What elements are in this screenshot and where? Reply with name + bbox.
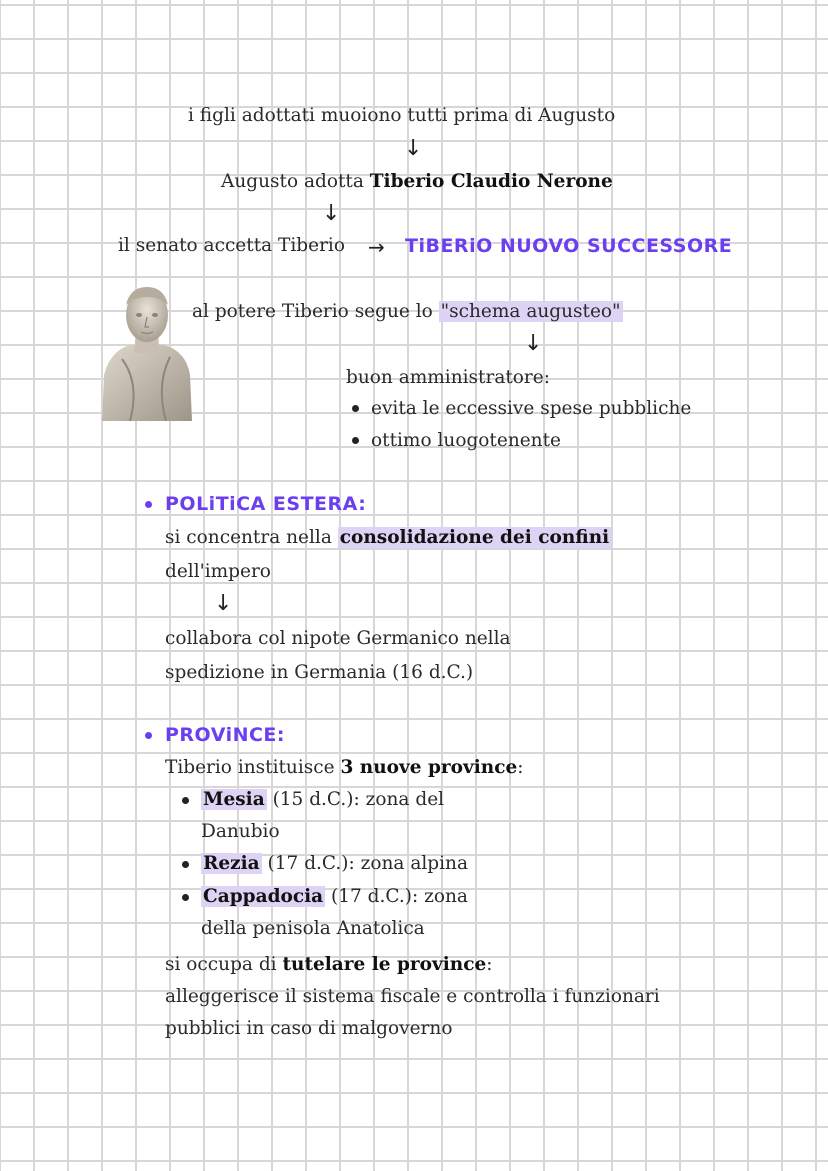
text-colon: : xyxy=(517,757,524,778)
text-colon: : xyxy=(486,954,493,975)
line-dell-impero: dell'impero xyxy=(165,561,271,582)
heading-province: PROViNCE: xyxy=(165,724,286,746)
line-schema-augusteo xyxy=(192,300,623,324)
line-alleggerisce: alleggerisce il sistema fiscale e controlla i funzionari xyxy=(165,986,660,1007)
list-item-mesia-cont: Danubio xyxy=(201,821,280,842)
bullet-dot xyxy=(352,437,359,444)
text-si-concentra: si concentra nella xyxy=(165,527,338,548)
list-item-mesia xyxy=(201,788,444,812)
heading-bullet-dot xyxy=(145,732,152,739)
highlight-rezia: Rezia xyxy=(203,853,260,874)
tiberius-bust-image xyxy=(100,283,194,425)
text-3-nuove-province: 3 nuove province xyxy=(340,757,518,778)
text-tiberio-instituisce: Tiberio instituisce xyxy=(165,757,341,778)
highlight-consolidazione: consolidazione dei confini xyxy=(339,527,610,548)
highlight-mesia: Mesia xyxy=(203,789,265,810)
text-cappadocia-rest: (17 d.C.): zona xyxy=(325,886,468,907)
bullet-dot xyxy=(352,405,359,412)
text-tutelare-le-province: tutelare le province xyxy=(282,954,487,975)
list-item-cappadocia-cont: della penisola Anatolica xyxy=(201,918,425,939)
line-augusto-adotta xyxy=(221,170,613,194)
line-spedizione: spedizione in Germania (16 d.C.) xyxy=(165,662,474,683)
line-si-occupa xyxy=(165,953,493,977)
highlight-schema-augusteo: "schema augusteo" xyxy=(440,301,621,322)
text-si-occupa: si occupa di xyxy=(165,954,283,975)
line-pubblici: pubblici in caso di malgoverno xyxy=(165,1018,453,1039)
text-mesia-rest: (15 d.C.): zona del xyxy=(266,789,445,810)
successor-heading: TiBERiO NUOVO SUCCESSORE xyxy=(405,235,733,257)
arrow-right-icon: → xyxy=(368,235,385,259)
list-item: ottimo luogotenente xyxy=(371,430,561,451)
text-al-potere: al potere Tiberio segue lo xyxy=(192,301,439,322)
arrow-down-icon: ↓ xyxy=(404,136,423,161)
bullet-dot xyxy=(182,861,189,868)
bullet-dot xyxy=(182,894,189,901)
text-rezia-rest: (17 d.C.): zona alpina xyxy=(261,853,468,874)
line-senato-accetta: il senato accetta Tiberio xyxy=(118,235,345,256)
heading-politica-estera: POLiTiCA ESTERA: xyxy=(165,493,367,515)
line-figli-adottati: i figli adottati muoiono tutti prima di Augusto xyxy=(188,105,616,126)
line-buon-amministratore: buon amministratore: xyxy=(346,367,550,388)
heading-bullet-dot xyxy=(145,501,152,508)
line-si-concentra xyxy=(165,526,611,550)
line-collabora: collabora col nipote Germanico nella xyxy=(165,628,511,649)
arrow-down-icon: ↓ xyxy=(322,201,341,226)
list-item: evita le eccessive spese pubbliche xyxy=(371,398,692,419)
text-augusto-adotta: Augusto adotta xyxy=(221,171,370,192)
highlight-cappadocia: Cappadocia xyxy=(203,886,324,907)
bullet-dot xyxy=(182,797,189,804)
list-item-rezia xyxy=(201,852,468,876)
list-item-cappadocia xyxy=(201,885,468,909)
line-tiberio-instituisce xyxy=(165,756,524,780)
arrow-down-icon: ↓ xyxy=(214,591,233,616)
arrow-down-icon: ↓ xyxy=(524,331,543,356)
name-tiberio-claudio-nerone: Tiberio Claudio Nerone xyxy=(369,171,613,192)
